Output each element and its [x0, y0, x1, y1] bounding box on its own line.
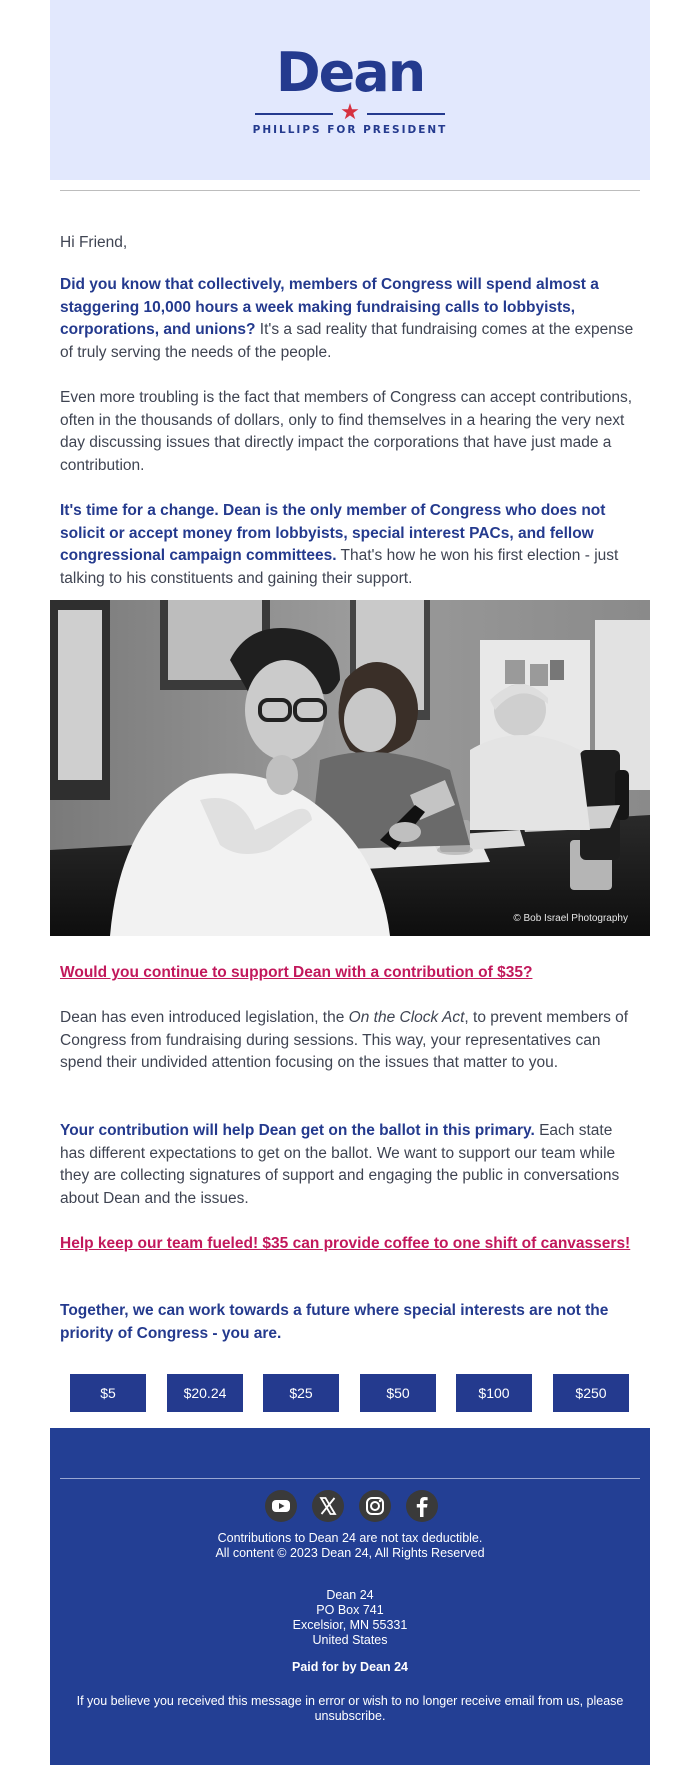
email-header — [50, 0, 650, 180]
paragraph-5 — [60, 1120, 640, 1210]
paragraph-2: Even more troubling is the fact that members of Congress can accept contributions, often in the thousands of dollars, only to find themselves in a hearing the very next day discussing issues that directly impact the corporations that have just made a contribution. — [60, 389, 633, 474]
copyright: All content © 2023 Dean 24, All Rights Reserved — [215, 1546, 485, 1560]
paragraph-1 — [60, 274, 640, 364]
instagram-icon[interactable] — [359, 1490, 391, 1522]
photo-credit: © Bob Israel Photography — [513, 913, 628, 924]
donate-5-button[interactable]: $5 — [70, 1374, 146, 1412]
paragraph-1-bold: Did you know that collectively, members of Congress will spend almost a staggering 10,000 hours a week making fundraising calls to lobbyists, corporations, and unions? — [60, 276, 599, 338]
paragraph-4-a: Dean has even introduced legislation, the — [60, 1009, 349, 1026]
keep-team-fueled-link[interactable]: Help keep our team fueled! $35 can provide coffee to one shift of canvassers! — [60, 1235, 631, 1252]
campaign-photo — [50, 600, 650, 936]
address-line-1: Dean 24 — [326, 1588, 374, 1602]
paragraph-1-rest: It's a sad reality that fundraising comes at the expense of truly serving the needs of the people. — [60, 321, 634, 361]
closing-paragraph: Together, we can work towards a future where special interests are not the priority of Congress - you are. — [60, 1302, 609, 1342]
address-line-4: United States — [312, 1633, 388, 1647]
paid-for-disclaimer: Paid for by Dean 24 — [291, 1660, 408, 1674]
x-icon[interactable] — [312, 1490, 344, 1522]
tax-note: Contributions to Dean 24 are not tax deductible. — [217, 1531, 483, 1545]
logo-rule — [255, 99, 445, 124]
donate-20-24-button[interactable]: $20.24 — [167, 1374, 243, 1412]
footer-divider — [60, 1478, 640, 1479]
logo-rule-left — [255, 113, 333, 115]
email-container — [50, 0, 650, 1723]
greeting: Hi Friend, — [60, 234, 128, 251]
on-the-clock-act: On the Clock Act — [348, 1009, 465, 1026]
paragraph-4 — [60, 1007, 640, 1075]
youtube-icon[interactable] — [265, 1490, 297, 1522]
donate-100-button[interactable]: $100 — [456, 1374, 532, 1412]
paragraph-4-b: , to prevent members of Congress from fundraising during sessions. This way, your representatives can spend their undivided attention focusing on the issues that matter to you. — [60, 1009, 629, 1071]
campaign-logo[interactable] — [50, 41, 650, 136]
address-line-2: PO Box 741 — [316, 1603, 384, 1617]
mailing-address — [60, 1588, 640, 1648]
unsubscribe-note[interactable]: If you believe you received this message in error or wish to no longer receive email from us, please unsubscribe. — [76, 1694, 624, 1723]
paragraph-3-rest: That's how he won his first election - just talking to his constituents and gaining their support. — [60, 547, 619, 587]
contribute-35-link[interactable]: Would you continue to support Dean with a contribution of $35? — [60, 964, 533, 981]
donate-50-button[interactable]: $50 — [360, 1374, 436, 1412]
paragraph-3 — [60, 500, 640, 590]
paragraph-5-rest: Each state has different expectations to get on the ballot. We want to support our team while they are collecting signatures of support and engaging the public in conversations about Dean and the issues. — [60, 1122, 620, 1207]
donate-25-button[interactable]: $25 — [263, 1374, 339, 1412]
donate-250-button[interactable]: $250 — [553, 1374, 629, 1412]
donation-amounts — [70, 1374, 630, 1412]
email-footer — [50, 1428, 650, 1765]
logo-tagline: PHILLIPS FOR PRESIDENT — [252, 124, 448, 136]
header-divider — [60, 190, 640, 191]
paragraph-5-bold: Your contribution will help Dean get on the ballot in this primary. — [60, 1122, 535, 1139]
star-icon: ★ — [340, 99, 360, 124]
social-links — [50, 1490, 650, 1524]
logo-name: Dean — [275, 41, 425, 104]
logo-rule-right — [367, 113, 445, 115]
paragraph-3-bold: It's time for a change. Dean is the only member of Congress who does not solicit or accept money from lobbyists, special interest PACs, and fellow congressional campaign committees. — [60, 502, 606, 564]
address-line-3: Excelsior, MN 55331 — [292, 1618, 408, 1632]
photo-illustration — [50, 600, 650, 936]
facebook-icon[interactable] — [406, 1490, 438, 1522]
